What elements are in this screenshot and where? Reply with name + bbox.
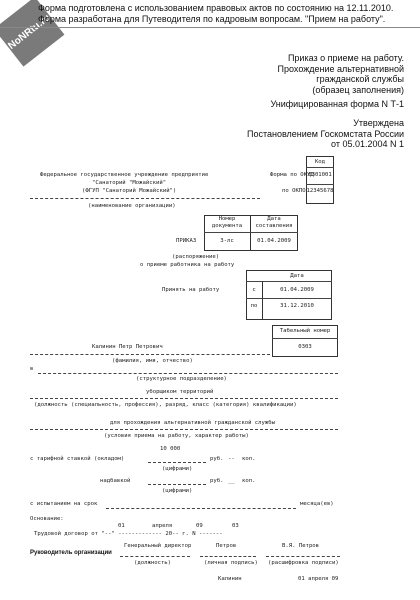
signer-position-caption: (должность): [134, 560, 172, 566]
period-row-1: [246, 281, 332, 282]
codes-header: Код: [314, 159, 326, 165]
tab-number-value: 0303: [298, 344, 312, 350]
order-number: 3-лс: [220, 238, 234, 244]
conditions-value: для прохождения альтернативной гражданской службы: [110, 420, 276, 426]
decree-date: от 05.01.2004 N 1: [331, 139, 404, 149]
period-to: 31.12.2010: [280, 303, 314, 309]
bonus-digits-caption: (цифрами): [162, 488, 193, 494]
org-name-2: "Санаторий "Можайский": [92, 180, 167, 186]
decree-label: Постановлением Госкомстата России: [246, 128, 404, 139]
bonus-kop: коп.: [242, 478, 256, 484]
form-title-4: (образец заполнения): [312, 84, 404, 95]
rate-value: 10 000: [160, 446, 181, 452]
basis-contract: Трудовой договор от "--" ------------- 20-- г. N -------: [34, 531, 223, 537]
employee-name-caption: (фамилия, имя, отчество): [112, 358, 193, 364]
employee-name: Калинин Петр Петрович: [92, 344, 163, 350]
trial-line: [106, 508, 296, 509]
basis-month: апреля: [152, 523, 173, 529]
basis-day: 01: [118, 523, 125, 529]
bonus-unit: руб.: [210, 478, 224, 484]
form-title-3: гражданской службы: [316, 74, 404, 84]
rate-kop: коп.: [242, 456, 256, 462]
signer-sign-line: [200, 556, 256, 557]
header-line-1: Форма подготовлена с использованием правовых актов по состоянию на 12.11.2010.: [38, 3, 394, 13]
accept-label: Принять на работу: [162, 287, 220, 293]
dept-caption: (структурное подразделение): [136, 376, 227, 382]
position-line: [30, 398, 338, 399]
watermark-text: NoNRtu.ru: [6, 12, 53, 52]
rate-line: [148, 462, 206, 463]
ack-name: Калинин: [218, 576, 242, 582]
approved-label: Утверждена: [353, 118, 404, 128]
okud-value: 0301001: [308, 172, 332, 178]
form-title-2: Прохождение альтернативной: [277, 63, 404, 74]
okpo-label: по ОКПО: [282, 188, 306, 194]
employee-name-line: [30, 354, 270, 355]
approval-block: [247, 118, 404, 150]
tab-number-divider: [272, 338, 338, 339]
bonus-line: [148, 484, 206, 485]
signer-name-caption: (расшифровка подписи): [268, 560, 339, 566]
okud-label: Форма по ОКУД: [270, 172, 314, 178]
period-from-label: с: [252, 287, 256, 293]
conditions-caption: (условия приема на работу, характер работы): [104, 433, 249, 439]
position-value: уборщиком территорий: [146, 389, 214, 395]
signer-name: В.Я. Петров: [282, 543, 320, 549]
order-date-header: Дата составления: [255, 216, 293, 229]
signature-label: Руководитель организации: [30, 550, 112, 556]
codes-divider-1: [306, 167, 334, 168]
form-title-block: [278, 53, 404, 95]
order-box-row: [204, 232, 298, 233]
unified-form-label: Унифицированная форма N Т-1: [270, 99, 404, 109]
order-label: ПРИКАЗ: [176, 238, 197, 244]
rate-label: с тарифной ставкой (окладом): [30, 456, 125, 462]
period-to-label: по: [250, 303, 258, 309]
ack-date: 01 апреля 09: [298, 576, 339, 582]
order-date: 01.04.2009: [257, 238, 291, 244]
basis-label: Основание:: [30, 516, 64, 522]
codes-divider-2: [306, 184, 334, 185]
bonus-kop-dashes: __: [228, 478, 235, 484]
okpo-value: 12345678: [306, 188, 334, 194]
signer-sign-caption: (личная подпись): [204, 560, 258, 566]
tab-number-header: Табельный номер: [279, 328, 331, 334]
trial-unit: месяца(ев): [300, 501, 334, 507]
header-line-2: Форма разработана для Путеводителя по кадровым вопросам. "Прием на работу".: [38, 14, 386, 24]
signer-position-line: [120, 556, 190, 557]
bonus-label: надбавкой: [100, 478, 131, 484]
header-divider: [0, 27, 420, 28]
org-underline: [30, 198, 260, 199]
org-name-1: Федеральное государственное учреждение предприятие: [40, 172, 209, 178]
org-name-3: (ФГУП "Санаторий Можайский"): [82, 188, 177, 194]
position-caption: (должность (специальность, профессия), разряд, класс (категория) квалификации): [34, 402, 297, 408]
signer-name-line: [266, 556, 340, 557]
trial-label: с испытанием на срок: [30, 501, 98, 507]
dept-line: [38, 373, 338, 374]
basis-number: 03: [232, 523, 239, 529]
order-subject: о приеме работника на работу: [140, 262, 235, 268]
signer-sign: Петров: [216, 543, 237, 549]
period-from: 01.04.2009: [280, 287, 314, 293]
dept-prefix: в: [30, 366, 34, 372]
rate-digits-caption: (цифрами): [162, 466, 193, 472]
org-caption: (наименование организации): [88, 203, 176, 209]
rate-kop-dashes: --: [228, 456, 235, 462]
period-row-2: [246, 298, 332, 299]
basis-year: 09: [196, 523, 203, 529]
order-subcaption: (распоряжение): [172, 254, 220, 260]
period-header: Дата: [290, 273, 304, 279]
rate-unit: руб.: [210, 456, 224, 462]
form-title-1: Приказ о приеме на работу.: [287, 53, 404, 63]
order-num-header: Номер документа: [211, 216, 243, 229]
conditions-line: [30, 429, 338, 430]
signer-position: Генеральный директор: [124, 543, 192, 549]
